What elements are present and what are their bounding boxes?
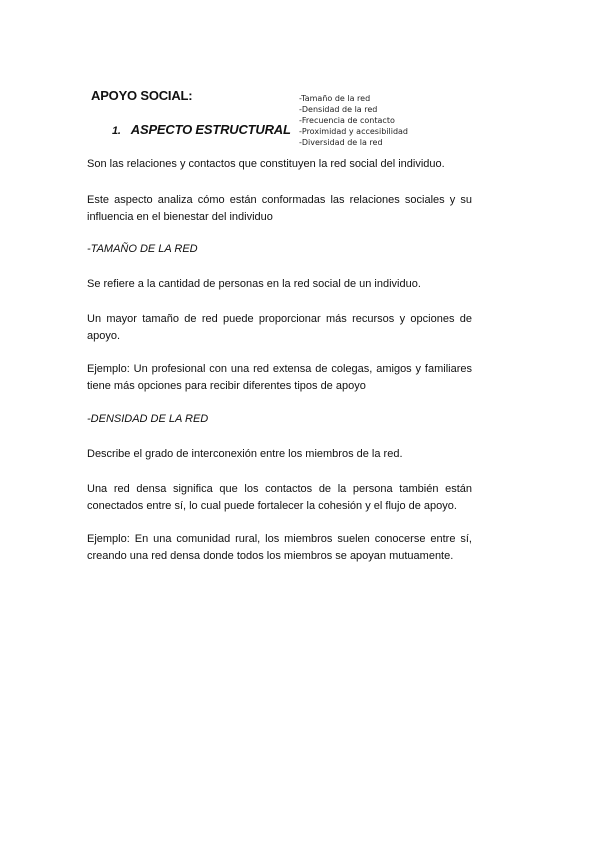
intro-paragraph-1: Son las relaciones y contactos que constituyen la red social del individuo. xyxy=(87,158,445,170)
density-paragraph-3: Ejemplo: En una comunidad rural, los miembros suelen conocerse entre sí, creando una red densa donde todos los miembros se apoyan mutuamente. xyxy=(87,533,472,562)
size-paragraph-1: Se refiere a la cantidad de personas en la red social de un individuo. xyxy=(87,278,421,290)
density-paragraph-2: Una red densa significa que los contactos de la persona también están conectados entre sí, lo cual puede fortalecer la cohesión y el flujo de apoyo. xyxy=(87,483,472,512)
aside-item: -Densidad de la red xyxy=(299,105,378,114)
density-heading: -DENSIDAD DE LA RED xyxy=(87,413,209,425)
aside-item: -Proximidad y accesibilidad xyxy=(299,127,408,136)
section-heading xyxy=(112,122,291,137)
size-heading: -TAMAÑO DE LA RED xyxy=(87,243,198,255)
section-title: ASPECTO ESTRUCTURAL xyxy=(130,122,291,137)
document-title: APOYO SOCIAL: xyxy=(91,88,193,103)
aside-list xyxy=(299,93,408,148)
aside-item: -Frecuencia de contacto xyxy=(299,116,395,125)
aside-item: -Tamaño de la red xyxy=(299,94,371,103)
intro-paragraph-2: Este aspecto analiza cómo están conformadas las relaciones sociales y su influencia en el bienestar del individuo xyxy=(87,194,472,223)
density-paragraph-1: Describe el grado de interconexión entre los miembros de la red. xyxy=(87,448,403,460)
section-number: 1. xyxy=(112,125,121,137)
size-paragraph-3: Ejemplo: Un profesional con una red extensa de colegas, amigos y familiares tiene más opciones para recibir diferentes tipos de apoyo xyxy=(87,363,472,392)
aside-item: -Diversidad de la red xyxy=(299,138,383,147)
size-paragraph-2: Un mayor tamaño de red puede proporcionar más recursos y opciones de apoyo. xyxy=(87,313,472,342)
